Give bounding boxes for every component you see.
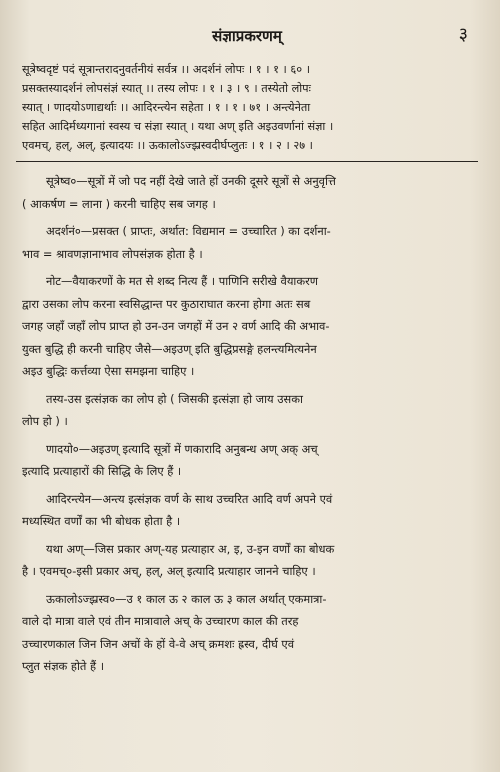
commentary-line: ऊकालोऽज्झ्रस्व०—उ १ काल ऊ २ काल ऊ ३ काल अर्थात् एकमात्रा- [46, 591, 327, 606]
page-title: संज्ञाप्रकरणम् [212, 27, 282, 45]
commentary-line: उच्चारणकाल जिन जिन अचों के हों वे-वे अच् क्रमशः ह्रस्व, दीर्घ एवं [22, 636, 295, 651]
sutra-line: सूत्रेष्वदृष्टं पदं सूत्रान्तरादनुवर्तनीयं सर्वत्र ।। अदर्शनं लोपः । १ । १ । ६० । [22, 63, 311, 76]
commentary-line: तस्य-उस इत्संज्ञक का लोप हो ( जिसकी इत्संज्ञा हो जाय उसका [46, 391, 303, 406]
commentary-line: इत्यादि प्रत्याहारों की सिद्धि के लिए हैं । [22, 464, 182, 478]
commentary-line: अदर्शनं०—प्रसक्त ( प्राप्तः, अर्थात: विद्यमान = उच्चारित ) का दर्शना- [46, 224, 331, 238]
sutra-line: प्रसक्तस्यादर्शनं लोपसंज्ञं स्यात् ।। तस्य लोपः । १ । ३ । ९ । तस्येतो लोपः [22, 82, 311, 95]
commentary-line: ( आकर्षण = लाना ) करनी चाहिए सब जगह । [22, 196, 216, 211]
commentary-block [22, 170, 472, 678]
commentary-line: सूत्रेष्व०—सूत्रों में जो पद नहीं देखे जाते हों उनकी दूसरे सूत्रों से अनुवृत्ति [46, 174, 336, 188]
commentary-line: युक्त बुद्धि ही करनी चाहिए जैसे—अइउण् इति बुद्धिप्रसङ्गे हलन्त्यमित्यनेन [22, 341, 317, 356]
commentary-paragraph [22, 538, 472, 583]
commentary-paragraph [22, 220, 472, 265]
commentary-line: वाले दो मात्रा वाले एवं तीन मात्रावाले अच् के उच्चारण काल की तरह [22, 614, 299, 628]
commentary-line: है । एवमच्०-इसी प्रकार अच्, हल्, अल् इत्यादि प्रत्याहार जानने चाहिए । [22, 564, 316, 578]
commentary-line: प्लुत संज्ञक होते हैं । [22, 659, 105, 673]
sutra-line: एवमच्, हल्, अल्, इत्यादयः ।। ऊकालोऽज्झ्रस्वदीर्घप्लुतः । १ । २ । २७ । [22, 139, 313, 152]
commentary-paragraph [22, 488, 472, 533]
page-header [22, 22, 472, 52]
sutra-block [22, 60, 472, 155]
section-divider [16, 161, 478, 162]
commentary-line: लोप हो ) । [22, 414, 68, 428]
commentary-line: आदिरन्त्येन—अन्त्य इत्संज्ञक वर्ण के साथ उच्चरित आदि वर्ण अपने एवं [46, 491, 333, 506]
commentary-line: णादयो०—अइउण् इत्यादि सूत्रों में णकारादि अनुबन्ध अण् अक् अच् [46, 441, 318, 456]
commentary-paragraph [22, 588, 472, 678]
commentary-line: अइउ बुद्धिः कर्त्तव्या ऐसा समझना चाहिए । [22, 364, 195, 378]
commentary-line: भाव = श्रावणज्ञानाभाव लोपसंज्ञक होता है । [22, 246, 203, 261]
sutra-line: सहित आदिर्मध्यगानां स्वस्य च संज्ञा स्यात् । यथा अण् इति अइउवर्णानां संज्ञा । [22, 120, 334, 133]
commentary-line: मध्यस्थित वर्णों का भी बोधक होता है । [22, 514, 181, 528]
commentary-line: जगह जहाँ जहाँ लोप प्राप्त हो उन-उन जगहों में उन २ वर्ण आदि की अभाव- [22, 319, 330, 333]
commentary-paragraph [22, 388, 472, 433]
sutra-line: स्यात् । णादयोऽणाद्यर्थाः ।। आदिरन्त्येन सहेता । १ । १ । ७१ । अन्त्येनेता [22, 101, 311, 114]
page-number: ३ [458, 24, 468, 45]
commentary-paragraph [22, 438, 472, 483]
commentary-paragraph [22, 170, 472, 215]
commentary-line: यथा अण्—जिस प्रकार अण्-यह प्रत्याहार अ, इ, उ-इन वर्णों का बोधक [46, 541, 335, 556]
commentary-line: नोट—वैयाकरणों के मत से शब्द नित्य हैं । पाणिनि सरीखे वैयाकरण [46, 274, 319, 288]
commentary-line: द्वारा उसका लोप करना स्वसिद्धान्त पर कुठाराघात करना होगा अतः सब [22, 296, 311, 311]
commentary-paragraph [22, 270, 472, 383]
